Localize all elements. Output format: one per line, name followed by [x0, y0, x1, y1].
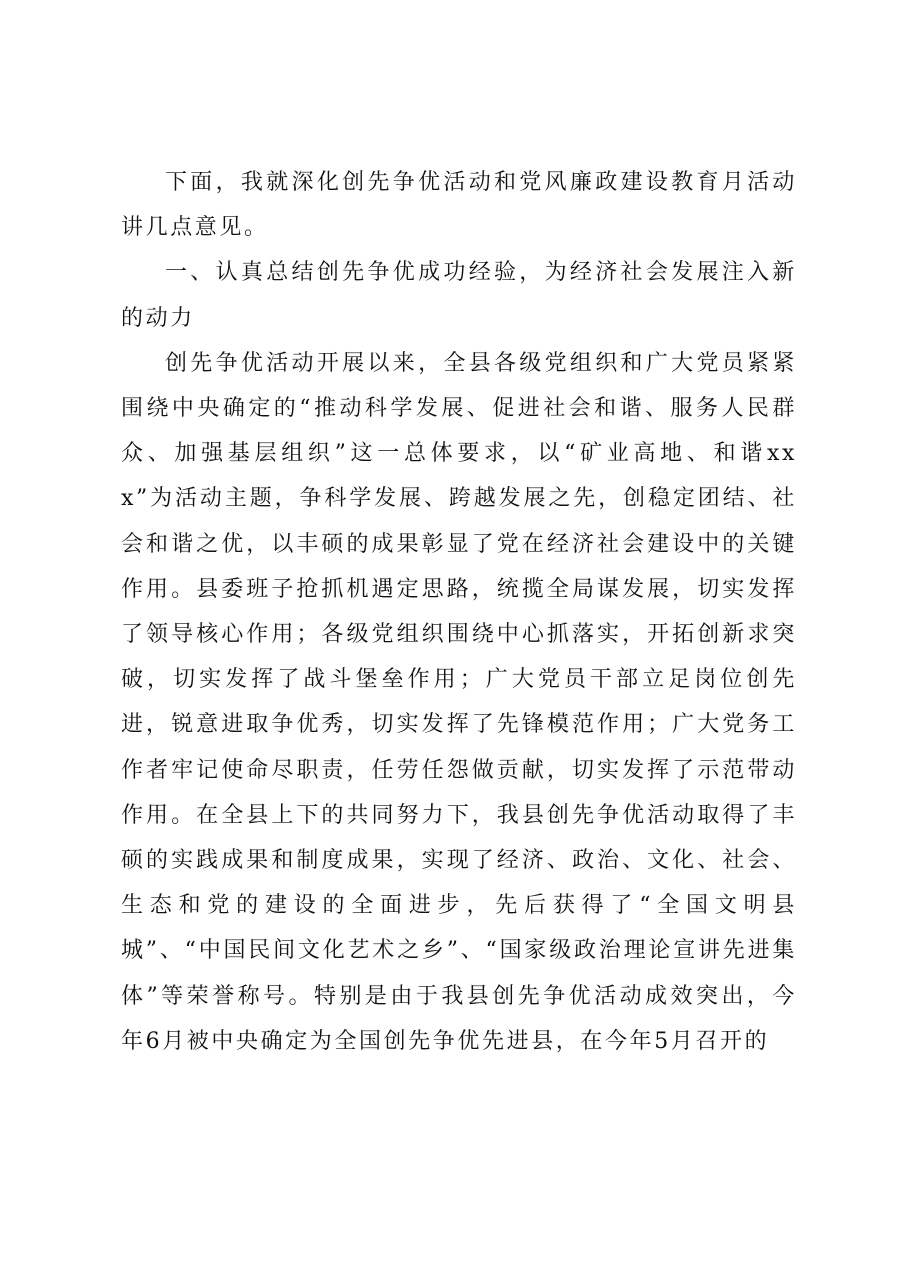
- body-paragraph: 创先争优活动开展以来，全县各级党组织和广大党员紧紧围绕中央确定的“推动科学发展、促进社会和谐、服务人民群众、加强基层组织”这一总体要求，以“矿业高地、和谐xxx”为活动主题，争科学发展、跨越发展之先，创稳定团结、社会和谐之优，以丰硕的成果彰显了党在经济社会建设中的关键作用。县委班子抢抓机遇定思路，统揽全局谋发展，切实发挥了领导核心作用；各级党组织围绕中心抓落实，开拓创新求突破，切实发挥了战斗堡垒作用；广大党员干部立足岗位创先进，锐意进取争优秀，切实发挥了先锋模范作用；广大党务工作者牢记使命尽职责，任劳任怨做贡献，切实发挥了示范带动作用。在全县上下的共同努力下，我县创先争优活动取得了丰硕的实践成果和制度成果，实现了经济、政治、文化、社会、生态和党的建设的全面进步，先后获得了“全国文明县城”、“中国民间文化艺术之乡”、“国家级政治理论宣讲先进集体”等荣誉称号。特别是由于我县创先争优活动成效突出，今年6月被中央确定为全国创先争优先进县，在今年5月召开的: [121, 350, 797, 1054]
- document-body: [121, 160, 797, 1064]
- intro-paragraph: 下面，我就深化创先争优活动和党风廉政建设教育月活动讲几点意见。: [121, 170, 797, 241]
- section-heading: 一、认真总结创先争优成功经验，为经济社会发展注入新的动力: [121, 260, 797, 331]
